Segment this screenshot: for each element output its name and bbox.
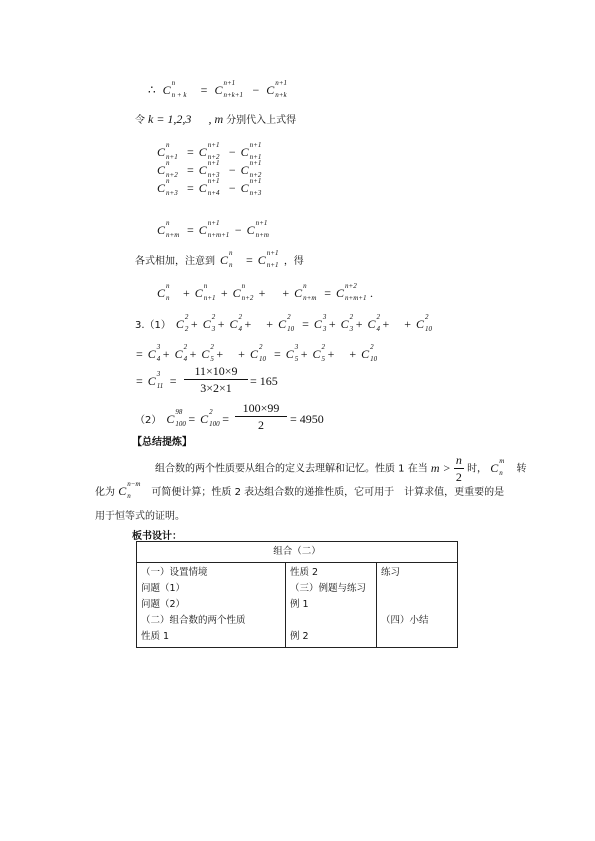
board-col1-item: 问题（2） <box>141 599 186 610</box>
fraction-11-10-9: 11×10×9 3×2×1 <box>184 365 248 394</box>
board-col1-item: 性质 1 <box>141 631 170 642</box>
summary-paragraph-line1: 组合数的两个性质要从组合的定义去理解和记忆。性质 1 在当 m > $\frac{n}{2}$ 时， C m n 转 <box>155 453 527 484</box>
example3-part1-line1: 3.（1） C 2 2 + C 2 3 + C 2 4 + + C 2 10 = C 3 3 + C 2 3 + C 2 4 + + C 2 10 <box>135 313 433 333</box>
sub-equation-m: C n n+m = C n+1 n+m+1 − C n+1 n+m <box>157 219 269 239</box>
board-design-table <box>136 541 458 648</box>
example3-part1-line3: = C 3 11 = <box>136 370 177 390</box>
board-col2-item: （三）例题与练习 <box>290 583 367 594</box>
fraction-100-99: 100×99 2 <box>235 402 287 431</box>
sub-equation-1: C n n+1 = C n+1 n+2 − C n+1 n+1 <box>157 141 262 161</box>
board-col2-item: 性质 2 <box>290 567 319 578</box>
sub-equation-3: C n n+3 = C n+1 n+4 − C n+1 n+3 <box>157 177 262 197</box>
board-column-1 <box>137 563 286 648</box>
summary-paragraph-line3: 用于恒等式的证明。 <box>95 511 185 522</box>
board-column-3 <box>377 563 458 648</box>
substitution-line: 令 k = 1,2,3 , m 分别代入上式得 <box>135 112 297 126</box>
summary-paragraph-line2: 化为 C n−m n 可简便计算；性质 2 表达组合数的递推性质，它可用于 计算求值，更重要的是 <box>95 480 505 500</box>
result-4950: = 4950 <box>290 412 324 426</box>
board-col1-item: （一）设置情境 <box>141 567 208 578</box>
board-column-2 <box>286 563 377 648</box>
board-col3-item: 练习 <box>381 567 401 578</box>
example3-part1-line2: = C 3 4 + C 2 4 + C 2 5 + + C 2 10 = C 3 5 + C 2 5 + + C 2 10 <box>136 343 378 363</box>
board-col3-item <box>381 581 453 597</box>
equation-therefore: ∴ C n n + k = C n+1 n+k+1 − C n+1 n+k <box>148 79 287 99</box>
sub-equation-2: C n n+2 = C n+1 n+3 − C n+1 n+2 <box>157 159 262 179</box>
result-165: = 165 <box>250 374 278 388</box>
board-col3-item <box>381 629 453 645</box>
board-col3-item <box>381 597 453 613</box>
sum-intro-line: 各式相加，注意到 C n n = C n+1 n+1 ，得 <box>135 249 304 269</box>
board-col2-item: 例 1 <box>290 599 309 610</box>
board-col2-item: 例 2 <box>290 631 309 642</box>
board-col1-item: 问题（1） <box>141 583 186 594</box>
board-col2-item <box>290 613 372 629</box>
example3-part2: （2） C 98 100 = C 2 100 = <box>135 408 229 428</box>
board-col3-item: （四）小结 <box>381 615 429 626</box>
sum-equation: C n n + C n n+1 + C n n+2 + + C n n+m = C n+2 n+m+1 . <box>157 282 373 302</box>
board-col1-item: （二）组合数的两个性质 <box>141 615 246 626</box>
summary-heading: 【总结提炼】 <box>132 437 192 448</box>
board-heading: 板书设计： <box>132 531 182 542</box>
board-title-cell: 组合（二） <box>137 542 458 563</box>
